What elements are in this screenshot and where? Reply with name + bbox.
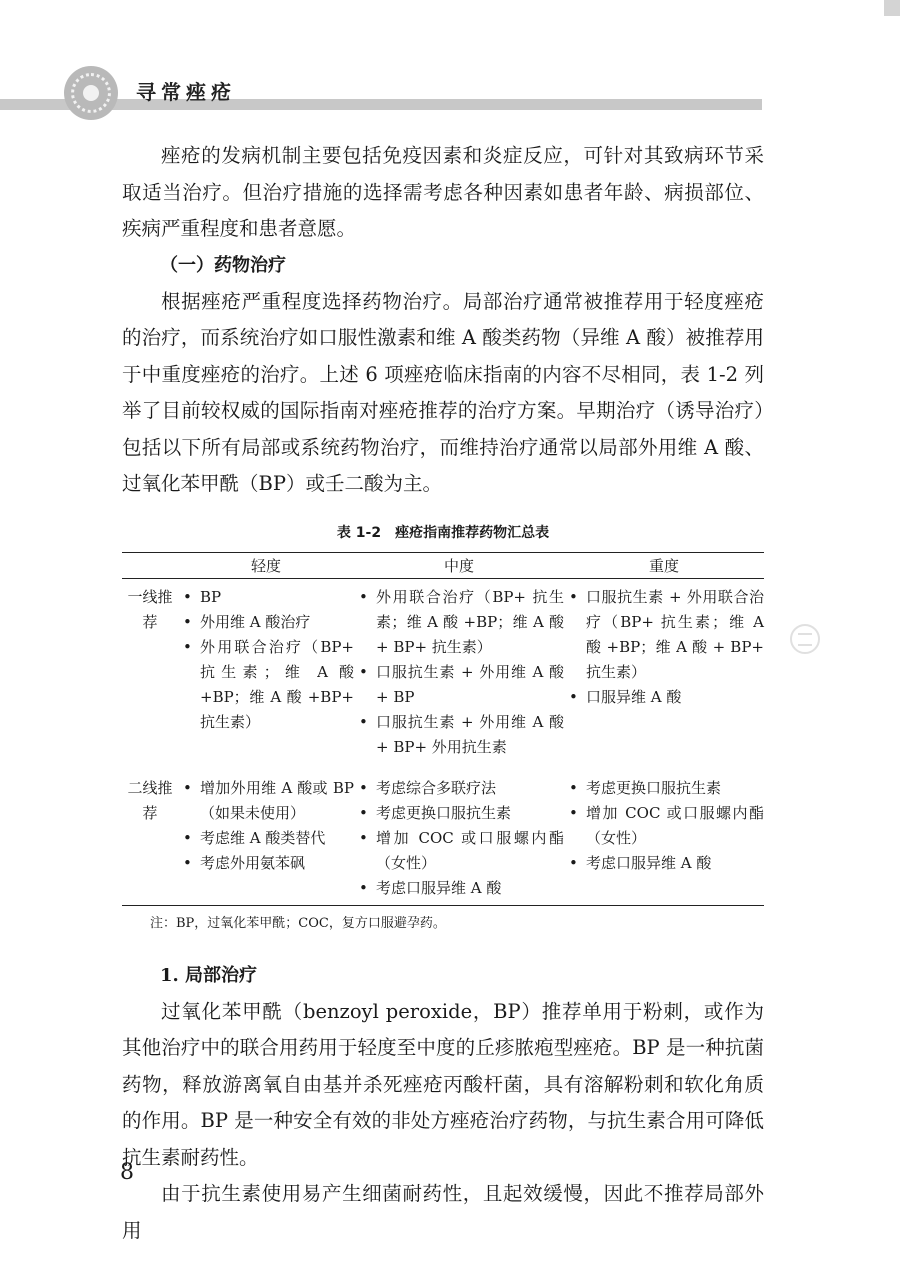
table-header-severe: 重度: [564, 552, 764, 578]
running-header-title: 寻常痤疮: [136, 80, 236, 104]
table-row-second-line: [122, 772, 764, 906]
list-item: • 口服异维 A 酸: [586, 685, 764, 710]
list-item: • 口服抗生素 + 外用维 A 酸 + BP+ 外用抗生素: [376, 710, 564, 760]
list-item: • 外用维 A 酸治疗: [200, 610, 354, 635]
table-header-mild: 轻度: [178, 552, 354, 578]
table-caption: 表 1-2 痤疮指南推荐药物汇总表: [336, 524, 550, 541]
section-heading-drug-therapy: （一）药物治疗: [160, 254, 286, 276]
list-item: • BP: [200, 585, 354, 610]
table-header-row: [122, 552, 764, 578]
paragraph-antibiotics: 由于抗生素使用易产生细菌耐药性，且起效缓慢，因此不推荐局部外用: [122, 1182, 764, 1242]
list-item: • 考虑更换口服抗生素: [586, 776, 764, 801]
list-item: • 外用联合治疗（BP+ 抗生素；维 A 酸 +BP；维 A 酸 +BP+ 抗生素）: [200, 635, 354, 735]
page-body: [122, 138, 764, 1249]
list-item: • 考虑维 A 酸类替代: [200, 826, 354, 851]
list-item: • 增加 COC 或口服螺内酯（女性）: [376, 826, 564, 876]
page-number: 8: [120, 1160, 134, 1185]
list-item: • 考虑口服异维 A 酸: [586, 851, 764, 876]
drug-recommendation-table: [122, 552, 764, 906]
cell-second-line-severe: [564, 772, 764, 906]
paragraph-bp: 过氧化苯甲酰（benzoyl peroxide，BP）推荐单用于粉刺，或作为其他治疗中的联合用药用于轻度至中度的丘疹脓疱型痤疮。BP 是一种抗菌药物，释放游离氧自由基并杀死痤疮丙酸杆菌，具有溶解粉刺和软化角质的作用。BP 是一种安全有效的非处方痤疮治疗药物，与抗生素合用可降低抗生素耐药性。: [122, 999, 764, 1169]
paragraph-pathogenesis: 痤疮的发病机制主要包括免疫因素和炎症反应，可针对其致病环节采取适当治疗。但治疗措施的选择需考虑各种因素如患者年龄、病损部位、疾病严重程度和患者意愿。: [122, 144, 764, 240]
paragraph-drug-therapy: 根据痤疮严重程度选择药物治疗。局部治疗通常被推荐用于轻度痤疮的治疗，而系统治疗如口服性激素和维 A 酸类药物（异维 A 酸）被推荐用于中重度痤疮的治疗。上述 6 项痤疮临床指南的内容不尽相同，表 1-2 列举了目前较权威的国际指南对痤疮推荐的治疗方案。早期治疗（诱导治疗）包括以下所有局部或系统药物治疗，而维持治疗通常以局部外用维 A 酸、过氧化苯甲酰（BP）或壬二酸为主。: [122, 289, 764, 495]
row-label-second-line: 二线推荐: [122, 772, 178, 906]
cell-first-line-moderate: [354, 578, 564, 772]
table-header-blank: [122, 552, 178, 578]
table-row-first-line: [122, 578, 764, 772]
table-header-moderate: 中度: [354, 552, 564, 578]
cell-second-line-mild: [178, 772, 354, 906]
list-item: • 外用联合治疗（BP+ 抗生素；维 A 酸 +BP；维 A 酸 + BP+ 抗生素）: [376, 585, 564, 660]
section-heading-topical: 1. 局部治疗: [160, 964, 258, 986]
cell-second-line-moderate: [354, 772, 564, 906]
cell-first-line-mild: [178, 578, 354, 772]
list-item: • 增加 COC 或口服螺内酯（女性）: [586, 801, 764, 851]
chapter-emblem-icon: [64, 66, 118, 120]
cell-first-line-severe: [564, 578, 764, 772]
page-corner-mark: [884, 0, 900, 16]
list-item: • 增加外用维 A 酸或 BP（如果未使用）: [200, 776, 354, 826]
row-label-first-line: 一线推荐: [127, 587, 173, 631]
list-item: • 口服抗生素 + 外用维 A 酸 + BP: [376, 660, 564, 710]
list-item: • 考虑综合多联疗法: [376, 776, 564, 801]
list-item: • 考虑外用氨苯砜: [200, 851, 354, 876]
list-item: • 考虑口服异维 A 酸: [376, 876, 564, 901]
list-item: • 考虑更换口服抗生素: [376, 801, 564, 826]
list-item: • 口服抗生素 + 外用联合治疗（BP+ 抗生素；维 A 酸 +BP；维 A 酸 + BP+ 抗生素）: [586, 585, 764, 685]
table-note: 注：BP，过氧化苯甲酰；COC，复方口服避孕药。: [150, 915, 446, 931]
watermark-seal-icon: [790, 624, 820, 654]
